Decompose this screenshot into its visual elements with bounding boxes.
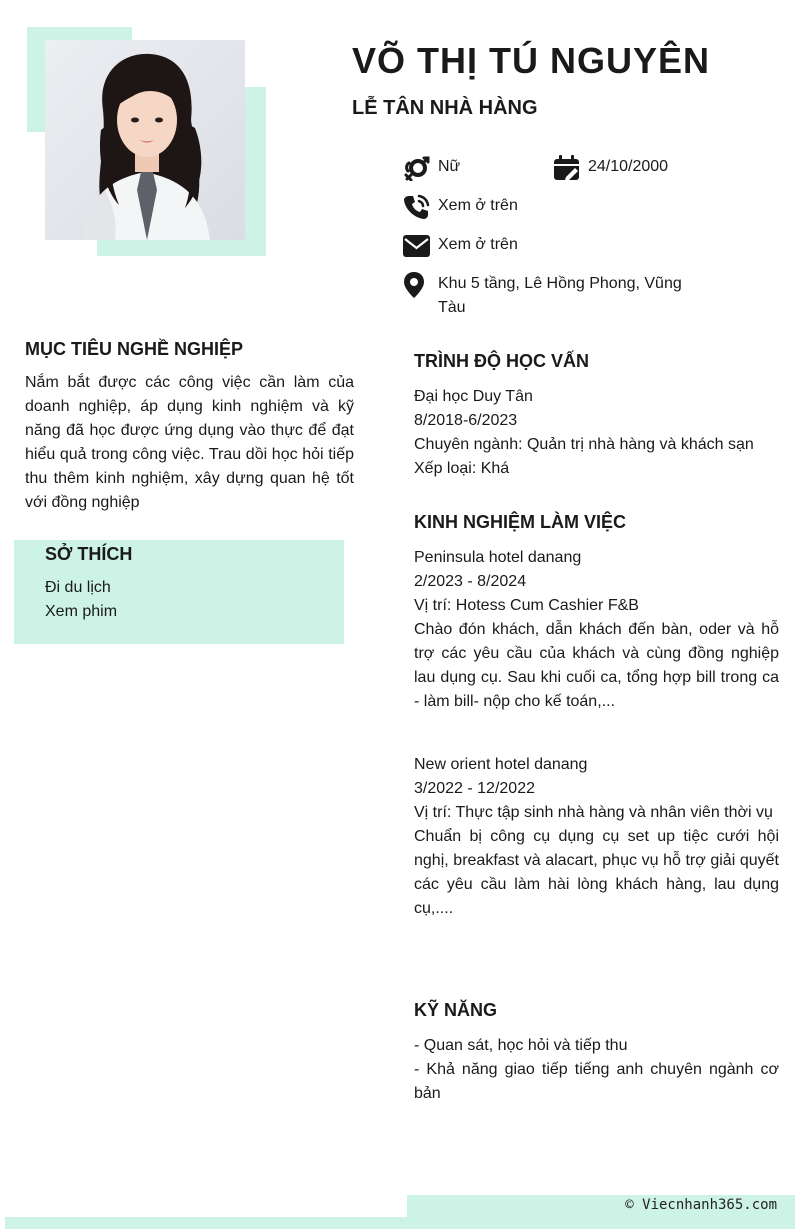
- job-title: LỄ TÂN NHÀ HÀNG: [352, 97, 538, 119]
- phone-icon: [403, 194, 431, 220]
- skill-item: - Quan sát, học hỏi và tiếp thu: [414, 1037, 628, 1054]
- hobbies-title: SỞ THÍCH: [45, 544, 133, 564]
- experience-job-2: [414, 753, 779, 921]
- hobby-item: Đi du lịch: [45, 579, 111, 596]
- objective-text: Nắm bắt được các công việc cần làm của doanh nghiệp, áp dụng kinh nghiệm và kỹ năng đã học được ứng dụng vào thực để đạt hiểu quả trong công việc. Trau dồi học hỏi tiếp thu thêm kinh nghiệm, xây dựng quan hệ tốt với đồng nghiệp: [25, 374, 354, 511]
- info-birthdate: [553, 155, 668, 181]
- experience-job-1: [414, 546, 779, 714]
- skills-title: KỸ NĂNG: [414, 1000, 498, 1020]
- education-period: 8/2018-6/2023: [414, 412, 518, 429]
- birthdate-value: 24/10/2000: [588, 158, 669, 175]
- address-value: Khu 5 tầng, Lê Hồng Phong, Vũng Tàu: [438, 275, 682, 316]
- gender-icon: [403, 155, 431, 181]
- job-company: New orient hotel danang: [414, 756, 588, 773]
- skill-item: - Khả năng giao tiếp tiếng anh chuyên ngành cơ bản: [414, 1061, 779, 1102]
- hobbies-list: [45, 576, 335, 624]
- map-pin-icon: [403, 272, 431, 298]
- info-address: [403, 272, 703, 320]
- info-gender: [403, 155, 460, 181]
- job-period: 2/2023 - 8/2024: [414, 573, 527, 590]
- education-grade: Xếp loại: Khá: [414, 460, 510, 477]
- education-title: TRÌNH ĐỘ HỌC VẤN: [414, 351, 589, 371]
- email-value: Xem ở trên: [438, 236, 518, 253]
- footer-band-bottom: [5, 1217, 795, 1229]
- experience-title: KINH NGHIỆM LÀM VIỆC: [414, 512, 627, 532]
- objective-title: MỤC TIÊU NGHỀ NGHIỆP: [25, 339, 244, 359]
- footer-copyright: © Viecnhanh365.com: [625, 1197, 777, 1213]
- job-period: 3/2022 - 12/2022: [414, 780, 535, 797]
- job-company: Peninsula hotel danang: [414, 549, 582, 566]
- skills-list: [414, 1034, 779, 1106]
- candidate-name: VÕ THỊ TÚ NGUYÊN: [352, 40, 711, 81]
- job-position: Vị trí: Hotess Cum Cashier F&B: [414, 597, 639, 614]
- job-position: Vị trí: Thực tập sinh nhà hàng và nhân viên thời vụ: [414, 804, 773, 821]
- info-phone: [403, 194, 518, 220]
- education-details: [414, 385, 779, 481]
- education-major: Chuyên ngành: Quản trị nhà hàng và khách sạn: [414, 436, 754, 453]
- calendar-icon: [553, 155, 581, 181]
- education-school: Đại học Duy Tân: [414, 388, 533, 405]
- gender-value: Nữ: [438, 158, 461, 175]
- job-description: Chuẩn bị công cụ dụng cụ set up tiệc cưới hội nghị, breakfast và alacart, phục vụ hỗ trợ giải quyết các yêu cầu làm hài lòng khách hàng, lau dụng cụ,....: [414, 828, 779, 917]
- hobby-item: Xem phim: [45, 603, 118, 620]
- profile-photo: [45, 40, 245, 240]
- envelope-icon: [403, 233, 431, 259]
- phone-value: Xem ở trên: [438, 197, 518, 214]
- info-email: [403, 233, 518, 259]
- job-description: Chào đón khách, dẫn khách đến bàn, oder và hỗ trợ các yêu cầu của khách và cùng đồng nghiệp lau dụng cụ. Sau khi cuối ca, tổng hợp bill trong ca - làm bill- nộp cho kế toán,...: [414, 621, 779, 710]
